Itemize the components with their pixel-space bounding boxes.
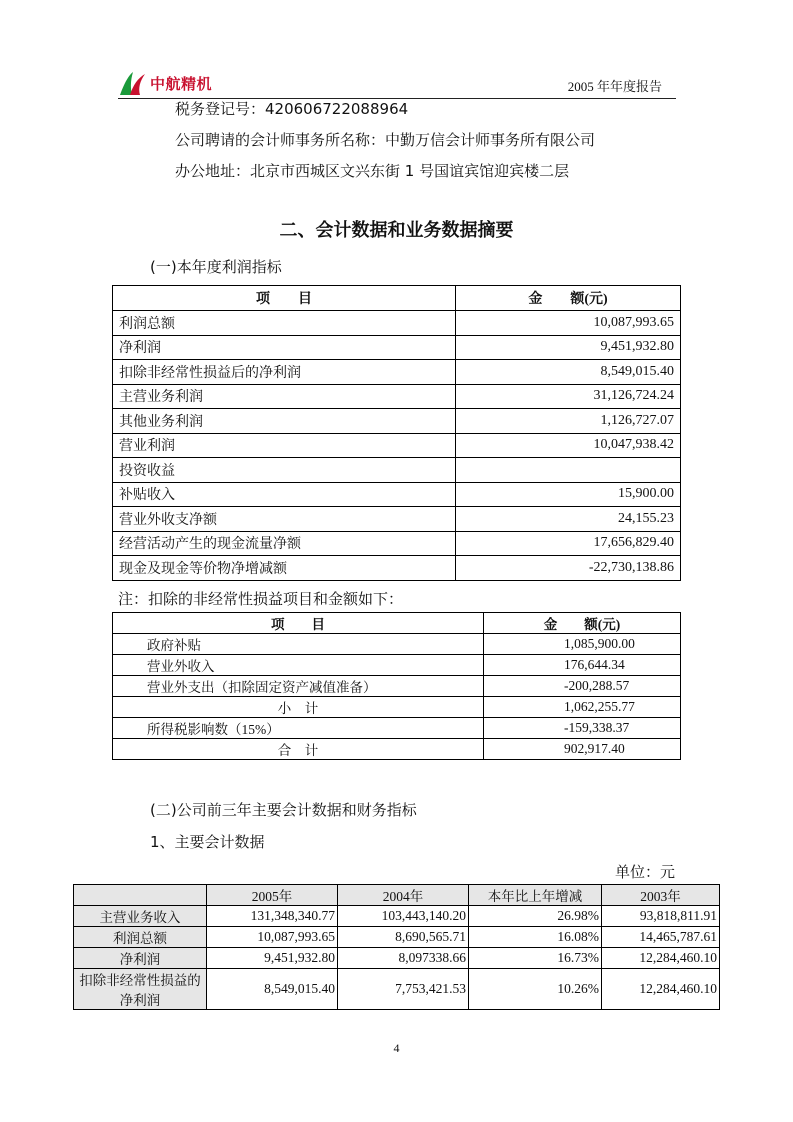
table-row xyxy=(113,676,681,697)
table-header-row xyxy=(74,885,720,906)
value-2005-cell: 8,549,015.40 xyxy=(207,969,338,1010)
table-row xyxy=(74,927,720,948)
column-header: 本年比上年增减 xyxy=(469,885,602,906)
column-header: 2005年 xyxy=(207,885,338,906)
auditor-address: 办公地址：北京市西城区文兴东街 1 号国谊宾馆迎宾楼二层 xyxy=(175,162,570,180)
table-row xyxy=(113,458,681,483)
item-cell: 小 计 xyxy=(113,697,484,718)
table-row xyxy=(113,360,681,385)
amount-cell: 17,656,829.40 xyxy=(456,531,681,556)
item-cell: 现金及现金等价物净增减额 xyxy=(113,556,456,581)
table-row xyxy=(74,969,720,1010)
value-2003-cell: 93,818,811.91 xyxy=(602,906,720,927)
column-header: 2003年 xyxy=(602,885,720,906)
column-header: 2004年 xyxy=(338,885,469,906)
value-2005-cell: 131,348,340.77 xyxy=(207,906,338,927)
change-cell: 16.08% xyxy=(469,927,602,948)
column-header: 金 额(元) xyxy=(456,286,681,311)
table-header-row xyxy=(113,286,681,311)
table-row xyxy=(113,433,681,458)
tax-registration: 税务登记号：420606722088964 xyxy=(175,100,409,118)
table-row xyxy=(113,739,681,760)
amount-cell: -159,338.37 xyxy=(484,718,681,739)
column-header: 金 额(元) xyxy=(484,613,681,634)
profit-indicators-table xyxy=(112,285,681,581)
table-row xyxy=(113,507,681,532)
amount-cell: 1,062,255.77 xyxy=(484,697,681,718)
amount-cell: 10,087,993.65 xyxy=(456,311,681,336)
amount-cell: -22,730,138.86 xyxy=(456,556,681,581)
table-row xyxy=(113,311,681,336)
value-2003-cell: 14,465,787.61 xyxy=(602,927,720,948)
value-2004-cell: 7,753,421.53 xyxy=(338,969,469,1010)
profit-section-title: (一)本年度利润指标 xyxy=(150,258,282,276)
amount-cell: 902,917.40 xyxy=(484,739,681,760)
amount-cell: 24,155.23 xyxy=(456,507,681,532)
amount-cell: -200,288.57 xyxy=(484,676,681,697)
row-label-cell: 扣除非经常性损益的净利润 xyxy=(74,969,207,1010)
three-year-data-table xyxy=(73,884,720,1010)
value-2004-cell: 103,443,140.20 xyxy=(338,906,469,927)
amount-cell: 15,900.00 xyxy=(456,482,681,507)
value-2004-cell: 8,690,565.71 xyxy=(338,927,469,948)
amount-cell: 8,549,015.40 xyxy=(456,360,681,385)
main-data-subtitle: 1、主要会计数据 xyxy=(150,833,265,851)
item-cell: 政府补贴 xyxy=(113,634,484,655)
item-cell: 营业外收支净额 xyxy=(113,507,456,532)
section-title: 二、会计数据和业务数据摘要 xyxy=(279,220,514,241)
amount-cell xyxy=(456,458,681,483)
item-cell: 扣除非经常性损益后的净利润 xyxy=(113,360,456,385)
unit-label: 单位：元 xyxy=(615,863,676,881)
item-cell: 营业利润 xyxy=(113,433,456,458)
table-row xyxy=(113,335,681,360)
table-row xyxy=(113,655,681,676)
column-header: 项 目 xyxy=(113,286,456,311)
auditor-name: 公司聘请的会计师事务所名称：中勤万信会计师事务所有限公司 xyxy=(175,131,596,149)
value-2005-cell: 9,451,932.80 xyxy=(207,948,338,969)
change-cell: 10.26% xyxy=(469,969,602,1010)
value-2003-cell: 12,284,460.10 xyxy=(602,948,720,969)
table-row xyxy=(113,718,681,739)
column-header: 项 目 xyxy=(113,613,484,634)
row-label-cell: 利润总额 xyxy=(74,927,207,948)
item-cell: 其他业务利润 xyxy=(113,409,456,434)
item-cell: 合 计 xyxy=(113,739,484,760)
item-cell: 投资收益 xyxy=(113,458,456,483)
amount-cell: 10,047,938.42 xyxy=(456,433,681,458)
item-cell: 主营业务利润 xyxy=(113,384,456,409)
table-row xyxy=(113,409,681,434)
value-2003-cell: 12,284,460.10 xyxy=(602,969,720,1010)
item-cell: 净利润 xyxy=(113,335,456,360)
row-label-cell: 净利润 xyxy=(74,948,207,969)
item-cell: 营业外收入 xyxy=(113,655,484,676)
table-row xyxy=(113,697,681,718)
amount-cell: 1,085,900.00 xyxy=(484,634,681,655)
table-row xyxy=(113,531,681,556)
table-row xyxy=(74,906,720,927)
item-cell: 所得税影响数（15%） xyxy=(113,718,484,739)
column-header xyxy=(74,885,207,906)
page-number: 4 xyxy=(393,1041,400,1055)
amount-cell: 1,126,727.07 xyxy=(456,409,681,434)
amount-cell: 9,451,932.80 xyxy=(456,335,681,360)
value-2005-cell: 10,087,993.65 xyxy=(207,927,338,948)
item-cell: 营业外支出（扣除固定资产减值准备） xyxy=(113,676,484,697)
item-cell: 利润总额 xyxy=(113,311,456,336)
company-logo xyxy=(118,70,212,96)
row-label-cell: 主营业务收入 xyxy=(74,906,207,927)
amount-cell: 176,644.34 xyxy=(484,655,681,676)
non-recurring-note: 注：扣除的非经常性损益项目和金额如下： xyxy=(118,590,404,608)
table-row xyxy=(113,384,681,409)
item-cell: 经营活动产生的现金流量净额 xyxy=(113,531,456,556)
non-recurring-items-table xyxy=(112,612,681,760)
change-cell: 16.73% xyxy=(469,948,602,969)
amount-cell: 31,126,724.24 xyxy=(456,384,681,409)
brand-name: 中航精机 xyxy=(150,74,213,93)
item-cell: 补贴收入 xyxy=(113,482,456,507)
value-2004-cell: 8,097338.66 xyxy=(338,948,469,969)
table-header-row xyxy=(113,613,681,634)
three-year-title: (二)公司前三年主要会计数据和财务指标 xyxy=(150,801,417,819)
logo-mark-icon xyxy=(118,70,148,96)
table-row xyxy=(113,556,681,581)
report-title: 2005 年年度报告 xyxy=(567,79,662,94)
change-cell: 26.98% xyxy=(469,906,602,927)
table-row xyxy=(74,948,720,969)
table-row xyxy=(113,482,681,507)
page-header xyxy=(118,70,676,99)
table-row xyxy=(113,634,681,655)
